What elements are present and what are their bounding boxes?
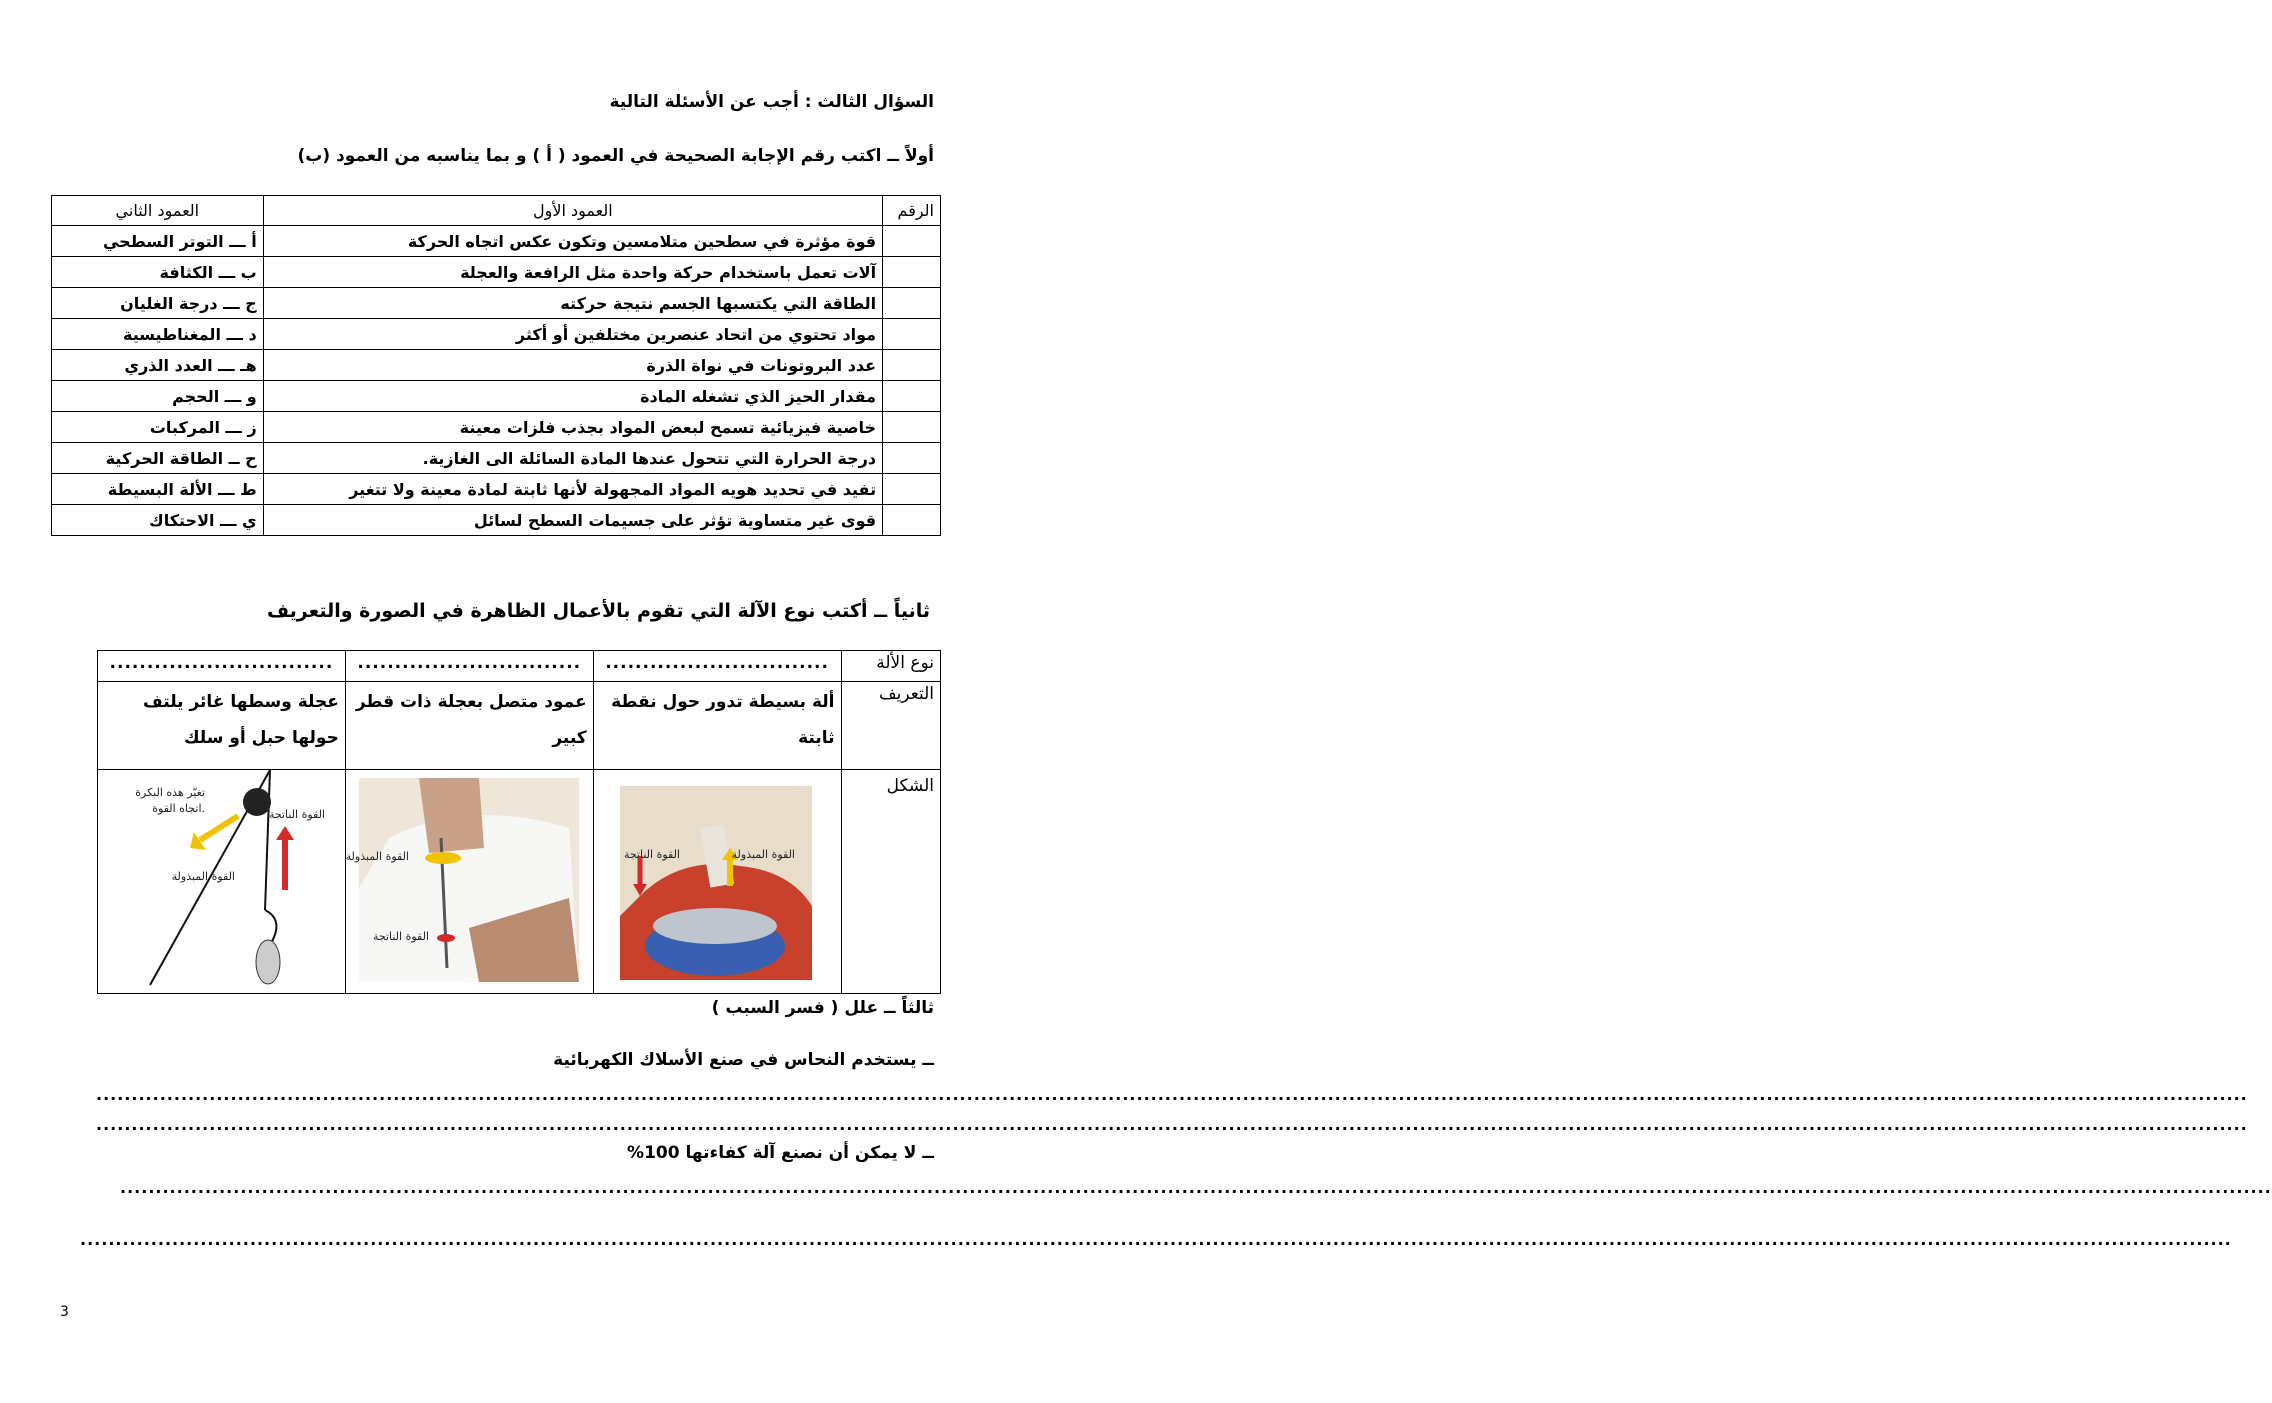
matching-row bbox=[52, 226, 941, 257]
col1-statement: مواد تحتوي من اتحاد عنصرين مختلفين أو أكثر bbox=[263, 319, 882, 350]
header-col2: العمود الثاني bbox=[52, 196, 264, 226]
definition-3: عجلة وسطها غائر يلتف حولها حبل أو سلك bbox=[98, 682, 346, 770]
col2-term: و ـــ الحجم bbox=[52, 381, 264, 412]
col2-term: هـ ـــ العدد الذري bbox=[52, 350, 264, 381]
col2-term: ز ـــ المركبات bbox=[52, 412, 264, 443]
matching-row bbox=[52, 350, 941, 381]
reason-item-2: ــ لا يمكن أن نصنع آلة كفاءتها 100% bbox=[627, 1143, 934, 1163]
part3-instruction: ثالثاً ــ علل ( فسر السبب ) bbox=[711, 998, 934, 1018]
answer-line-1[interactable]: ................................................................................................................................................................................................................................................................................................................ bbox=[96, 1085, 2248, 1104]
matching-row bbox=[52, 288, 941, 319]
col2-term: ي ـــ الاحتكاك bbox=[52, 505, 264, 536]
answer-line-3[interactable]: ................................................................................................................................................................................................................................................................................................................ bbox=[120, 1178, 2272, 1197]
answer-number-cell[interactable] bbox=[883, 319, 941, 350]
answer-number-cell[interactable] bbox=[883, 412, 941, 443]
col2-term: ط ـــ الألة البسيطة bbox=[52, 474, 264, 505]
answer-number-cell[interactable] bbox=[883, 350, 941, 381]
answer-number-cell[interactable] bbox=[883, 474, 941, 505]
machine-type-row bbox=[98, 651, 941, 682]
can-effort-label: القوة المبذولة bbox=[731, 848, 795, 861]
matching-table bbox=[51, 195, 941, 536]
answer-line-4[interactable]: ................................................................................................................................................................................................................................................................................................................ bbox=[80, 1230, 2232, 1249]
part1-instruction: أولاً ــ اكتب رقم الإجابة الصحيحة في العمود ( أ ) و بما يناسبه من العمود (ب) bbox=[297, 146, 934, 166]
page-number: 3 bbox=[60, 1304, 69, 1320]
pulley-figure bbox=[110, 770, 330, 985]
pulley-wheel-icon bbox=[243, 788, 271, 816]
answer-number-cell[interactable] bbox=[883, 226, 941, 257]
screwdriver-figure bbox=[345, 778, 579, 982]
answer-number-cell[interactable] bbox=[883, 288, 941, 319]
pulley-note-line2: اتجاه القوة. bbox=[152, 802, 205, 815]
label-definition: التعريف bbox=[841, 682, 941, 770]
question-title: السؤال الثالث : أجب عن الأسئلة التالية bbox=[609, 92, 934, 112]
part2-instruction: ثانياً ــ أكتب نوع الآلة التي تقوم بالأعمال الظاهرة في الصورة والتعريف bbox=[267, 600, 930, 622]
matching-row bbox=[52, 443, 941, 474]
matching-row bbox=[52, 381, 941, 412]
matching-row bbox=[52, 319, 941, 350]
col1-statement: درجة الحرارة التي تتحول عندها المادة السائلة الى الغازية. bbox=[263, 443, 882, 474]
axle-marker bbox=[437, 934, 455, 942]
header-col1: العمود الأول bbox=[263, 196, 882, 226]
col1-statement: مقدار الحيز الذي تشغله المادة bbox=[263, 381, 882, 412]
definition-1: ألة بسيطة تدور حول نقطة ثابتة bbox=[593, 682, 841, 770]
col1-statement: آلات تعمل باستخدام حركة واحدة مثل الرافعة والعجلة bbox=[263, 257, 882, 288]
can-lid bbox=[653, 908, 777, 944]
definition-2: عمود متصل بعجلة ذات قطر كبير bbox=[345, 682, 593, 770]
handle-wheel bbox=[425, 852, 461, 864]
col1-statement: تفيد في تحديد هويه المواد المجهولة لأنها ثابتة لمادة معينة ولا تتغير bbox=[263, 474, 882, 505]
screwdriver-output-label: القوة الناتجة bbox=[372, 930, 429, 943]
header-num: الرقم bbox=[883, 196, 941, 226]
col2-term: أ ـــ التوتر السطحي bbox=[52, 226, 264, 257]
upper-hand bbox=[419, 778, 484, 853]
col1-statement: قوة مؤثرة في سطحين متلامسين وتكون عكس اتجاه الحركة bbox=[263, 226, 882, 257]
pulley-note-line1: تغيّر هذه البكرة bbox=[135, 786, 205, 799]
col1-statement: قوى غير متساوية تؤثر على جسيمات السطح لسائل bbox=[263, 505, 882, 536]
answer-number-cell[interactable] bbox=[883, 257, 941, 288]
answer-line-2[interactable]: ................................................................................................................................................................................................................................................................................................................ bbox=[96, 1115, 2248, 1134]
col1-statement: عدد البروتونات في نواة الذرة bbox=[263, 350, 882, 381]
matching-row bbox=[52, 505, 941, 536]
answer-number-cell[interactable] bbox=[883, 505, 941, 536]
col2-term: ح ــ الطاقة الحركية bbox=[52, 443, 264, 474]
hanging-weight bbox=[256, 940, 280, 984]
type-blank-1[interactable]: .............................. bbox=[605, 653, 829, 673]
matching-row bbox=[52, 257, 941, 288]
matching-row bbox=[52, 412, 941, 443]
pulley-effort-label: القوة المبذولة bbox=[171, 870, 235, 883]
reason-item-1: ــ يستخدم النحاس في صنع الأسلاك الكهربائية bbox=[553, 1050, 934, 1070]
type-blank-3[interactable]: .............................. bbox=[109, 653, 334, 673]
col2-term: ج ـــ درجة الغليان bbox=[52, 288, 264, 319]
col2-term: د ـــ المغناطيسية bbox=[52, 319, 264, 350]
definition-row bbox=[98, 682, 941, 770]
col1-statement: الطاقة التي يكتسبها الجسم نتيجة حركته bbox=[263, 288, 882, 319]
can-output-label: القوة الناتجة bbox=[623, 848, 680, 861]
col1-statement: خاصية فيزيائية تسمح لبعض المواد بجذب فلزات معينة bbox=[263, 412, 882, 443]
screwdriver-effort-label: القوة المبذولة bbox=[345, 850, 409, 863]
can-lever-figure bbox=[620, 786, 812, 980]
col2-term: ب ـــ الكثافة bbox=[52, 257, 264, 288]
label-type: نوع الألة bbox=[841, 651, 941, 682]
matching-row bbox=[52, 474, 941, 505]
answer-number-cell[interactable] bbox=[883, 443, 941, 474]
label-shape: الشكل bbox=[841, 770, 941, 994]
answer-number-cell[interactable] bbox=[883, 381, 941, 412]
pulley-output-label: القوة الناتجة bbox=[268, 808, 325, 821]
type-blank-2[interactable]: .............................. bbox=[357, 653, 582, 673]
matching-table-header bbox=[52, 196, 941, 226]
